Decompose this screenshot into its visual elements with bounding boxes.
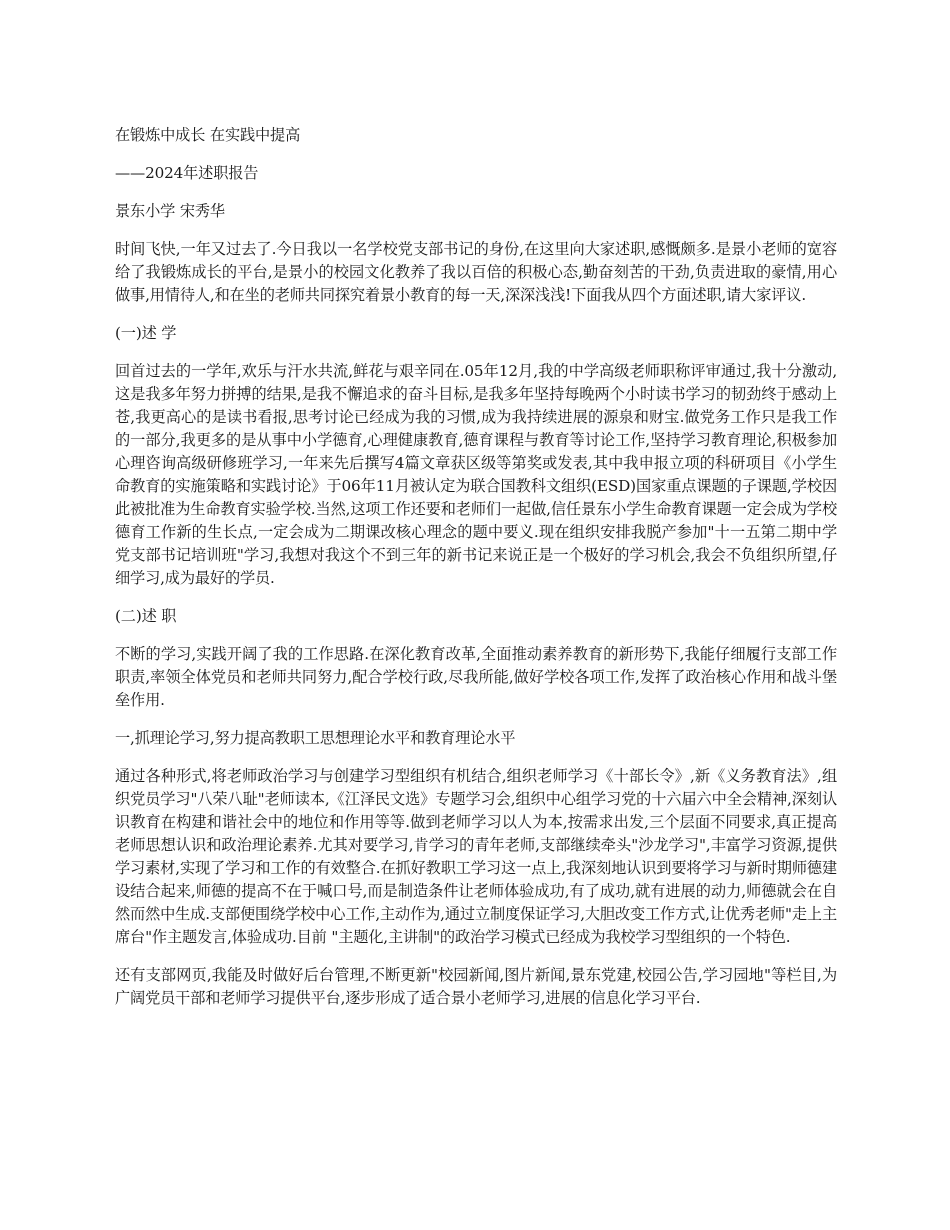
- document-page: [115, 124, 837, 1025]
- document-author: 景东小学 宋秀华: [115, 202, 225, 220]
- study-paragraph: 回首过去的一学年,欢乐与汗水共流,鲜花与艰辛同在.05年12月,我的中学高级老师职称评审通过,我十分激动,这是我多年努力拼搏的结果,是我不懈追求的奋斗目标,是我多年坚持每晚两个小时读书学习的韧劲终于感动上苍,我更高心的是读书看报,思考讨论已经成为我的习惯,成为我持续进展的源泉和财宝.做党务工作只是我工作的一部分,我更多的是从事中小学德育,心理健康教育,德育课程与教育等讨论工作,坚持学习教育理论,积极参加心理咨询高级研修班学习,一年来先后撰写4篇文章获区级等第奖或发表,其中我申报立项的科研项目《小学生命教育的实施策略和实践讨论》于06年11月被认定为联合国教科文组织(ESD)国家重点课题的子课题,学校因此被批准为生命教育实验学校.当然,这项工作还要和老师们一起做,信任景东小学生命教育课题一定会成为学校德育工作新的生长点,一定会成为二期课改核心理念的题中要义.现在组织安排我脱产参加"十一五第二期中学党支部书记培训班"学习,我想对我这个不到三年的新书记来说正是一个极好的学习机会,我会不负组织所望,仔细学习,成为最好的学员.: [115, 362, 837, 587]
- duty-paragraph: 不断的学习,实践开阔了我的工作思路.在深化教育改革,全面推动素养教育的新形势下,我能仔细履行支部工作职责,率领全体党员和老师共同努力,配合学校行政,尽我所能,做好学校各项工作,发挥了政治核心作用和战斗堡垒作用.: [115, 645, 837, 709]
- website-paragraph: 还有支部网页,我能及时做好后台管理,不断更新"校园新闻,图片新闻,景东党建,校园公告,学习园地"等栏目,为广阔党员干部和老师学习提供平台,逐步形成了适合景小老师学习,进展的信息化学习平台.: [115, 966, 837, 1007]
- subsection-heading-theory: 一,抓理论学习,努力提高教职工思想理论水平和教育理论水平: [115, 729, 516, 747]
- intro-paragraph: 时间飞快,一年又过去了.今日我以一名学校党支部书记的身份,在这里向大家述职,感慨颇多.是景小老师的宽容给了我锻炼成长的平台,是景小的校园文化教养了我以百倍的积极心态,勤奋刻苦的干劲,负责进取的豪情,用心做事,用情待人,和在坐的老师共同探究着景小教育的每一天,深深浅浅!下面我从四个方面述职,请大家评议.: [115, 240, 837, 304]
- theory-paragraph: 通过各种形式,将老师政治学习与创建学习型组织有机结合,组织老师学习《十部长令》,新《义务教育法》,组织党员学习"八荣八耻"老师读本,《江泽民文选》专题学习会,组织中心组学习党的十六届六中全会精神,深刻认识教育在构建和谐社会中的地位和作用等等.做到老师学习以人为本,按需求出发,三个层面不同要求,真正提高老师思想认识和政治理论素养.尤其对要学习,肯学习的青年老师,支部继续牵头"沙龙学习",丰富学习资源,提供学习素材,实现了学习和工作的有效整合.在抓好教职工学习这一点上,我深刻地认识到要将学习与新时期师德建设结合起来,师德的提高不在于喊口号,而是制造条件让老师体验成功,有了成功,就有进展的动力,师德就会在自然而然中生成.支部便围绕学校中心工作,主动作为,通过立制度保证学习,大胆改变工作方式,让优秀老师"走上主席台"作主题发言,体验成功.目前 "主题化,主讲制"的政治学习模式已经成为我校学习型组织的一个特色.: [115, 767, 837, 946]
- document-subtitle: ——2024年述职报告: [115, 164, 259, 182]
- document-title: 在锻炼中成长 在实践中提高: [115, 126, 301, 144]
- section-heading-duty: (二)述 职: [115, 607, 177, 625]
- section-heading-study: (一)述 学: [115, 324, 177, 342]
